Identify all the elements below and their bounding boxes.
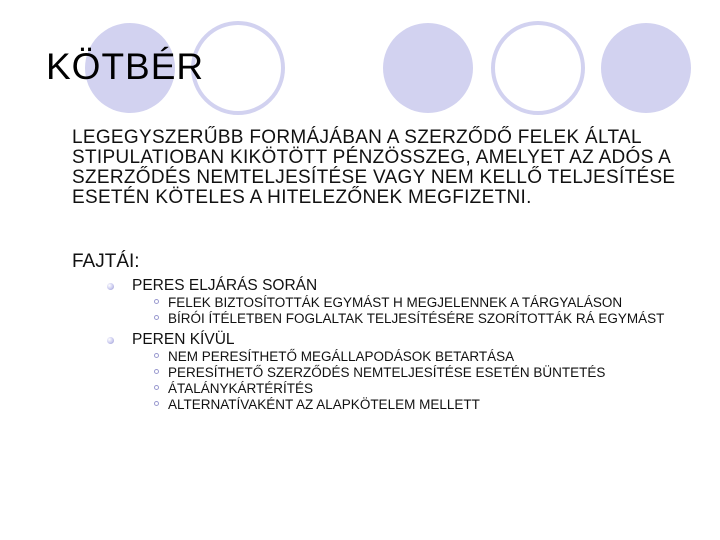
- definition-text: LEGEGYSZERŰBB FORMÁJÁBAN A SZERZŐDŐ FELEK ÁLTAL STIPULATIOBAN KIKÖTÖTT PÉNZÖSSZEG, AMELYET AZ ADÓS A SZERZŐDÉS NEMTELJESÍTÉSE VAGY NEM KELLŐ TELJESÍTÉSE ESETÉN KÖTELES A HITELEZŐNEK MEGFIZETNI.: [72, 127, 676, 208]
- sub-bullet-icon: [154, 369, 159, 374]
- sub-item: [154, 382, 688, 396]
- type-label: PEREN KÍVÜL: [132, 331, 235, 348]
- sub-item: [154, 350, 688, 364]
- bullet-icon: [107, 283, 114, 290]
- sub-list: [118, 296, 688, 326]
- sub-bullet-icon: [154, 315, 159, 320]
- sub-item: [154, 366, 688, 380]
- sub-item-text: NEM PERESÍTHETŐ MEGÁLLAPODÁSOK BETARTÁSA: [168, 349, 515, 364]
- sub-item-text: BÍRÓI ÍTÉLETBEN FOGLALTAK TELJESÍTÉSÉRE SZORÍTOTTÁK RÁ EGYMÁST: [168, 311, 665, 326]
- types-label: FAJTÁI:: [72, 251, 140, 272]
- type-item: [118, 330, 688, 412]
- sub-item: [154, 296, 688, 310]
- filled-circle: [601, 23, 691, 113]
- sub-item-text: ALTERNATÍVAKÉNT AZ ALAPKÖTELEM MELLETT: [168, 397, 480, 412]
- sub-bullet-icon: [154, 385, 159, 390]
- sub-list: [118, 350, 688, 412]
- sub-item-text: ÁTALÁNYKÁRTÉRÍTÉS: [168, 381, 314, 396]
- sub-bullet-icon: [154, 401, 159, 406]
- sub-item-text: FELEK BIZTOSÍTOTTÁK EGYMÁST H MEGJELENNEK A TÁRGYALÁSON: [168, 295, 623, 310]
- sub-bullet-icon: [154, 353, 159, 358]
- sub-bullet-icon: [154, 299, 159, 304]
- type-label: PERES ELJÁRÁS SORÁN: [132, 277, 318, 294]
- sub-item: [154, 312, 688, 326]
- definition-block: [72, 128, 692, 208]
- slide-title: KÖTBÉR: [46, 46, 205, 87]
- type-item: [118, 276, 688, 326]
- filled-circle: [383, 23, 473, 113]
- types-list: [118, 276, 688, 416]
- sub-item: [154, 398, 688, 412]
- ring-circle: [193, 23, 283, 113]
- sub-item-text: PERESÍTHETŐ SZERZŐDÉS NEMTELJESÍTÉSE ESETÉN BÜNTETÉS: [168, 365, 606, 380]
- ring-circle: [493, 23, 583, 113]
- bullet-icon: [107, 337, 114, 344]
